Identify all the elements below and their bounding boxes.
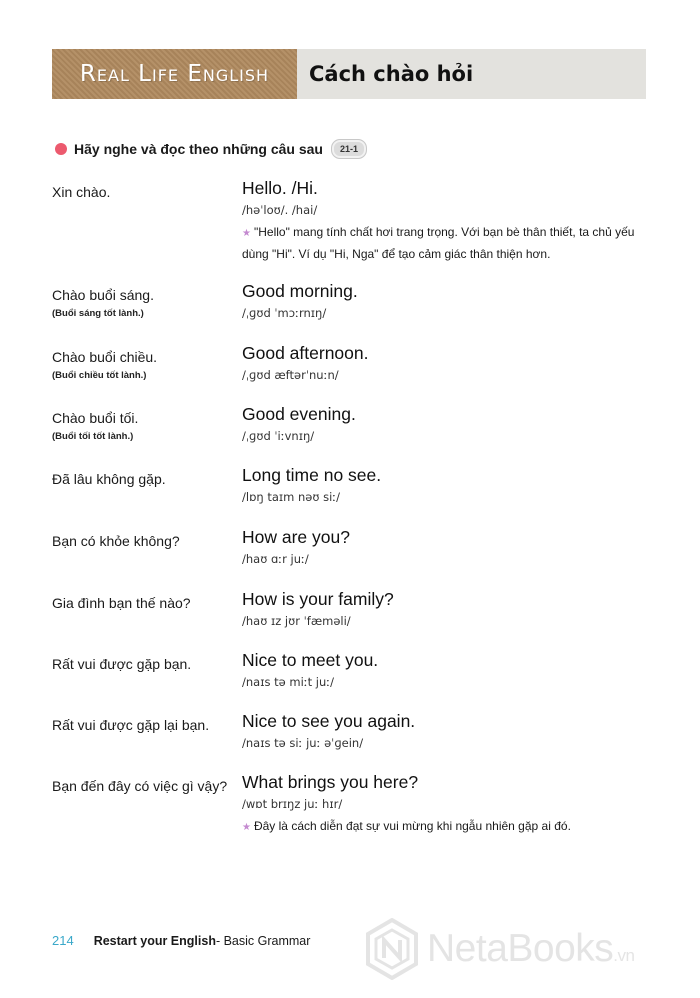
topic-title: Cách chào hỏi [309,62,474,86]
watermark-brand: NetaBooks [427,927,614,970]
vietnamese-phrase: Bạn có khỏe không? [52,533,180,549]
vietnamese-phrase: Đã lâu không gặp. [52,471,166,487]
pronunciation: /naɪs tə siː juː əˈɡein/ [242,736,364,750]
bullet-dot-icon [55,143,67,155]
english-phrase: Nice to meet you. [242,650,379,670]
pronunciation: /wɒt brɪŋz juː hɪr/ [242,797,343,811]
english-phrase: Hello. /Hi. [242,178,318,198]
pronunciation: /lɒŋ taɪm nəʊ siː/ [242,490,341,504]
netabooks-logo-icon [365,918,419,980]
watermark-tld: .vn [613,946,635,965]
series-label-box [52,49,297,99]
pronunciation: /haʊ ɑːr juː/ [242,552,309,566]
pronunciation: /ˌɡʊd æftərˈnuːn/ [242,368,339,382]
series-label: Real Life English [79,61,270,87]
english-phrase: Long time no see. [242,465,382,485]
english-phrase: Good afternoon. [242,343,369,363]
usage-note [242,222,657,265]
netabooks-watermark [365,918,634,980]
pronunciation: /ˌɡʊd ˈmɔːrnɪŋ/ [242,306,327,320]
pronunciation: /naɪs tə miːt juː/ [242,675,335,689]
page-footer [52,933,310,948]
book-title: Restart your English [93,933,216,948]
watermark-text [427,927,634,971]
vietnamese-alt: (Buổi tối tốt lành.) [52,431,134,442]
usage-note [242,816,657,838]
vietnamese-phrase: Xin chào. [52,184,111,200]
star-icon: ★ [242,228,251,239]
english-phrase: What brings you here? [242,772,419,792]
page-number: 214 [52,933,74,948]
star-icon: ★ [242,822,251,833]
audio-track-badge: 21-1 [331,139,367,159]
pronunciation: /haʊ ɪz jʊr ˈfæməli/ [242,614,351,628]
chapter-banner [52,49,646,99]
listening-instruction [55,139,367,159]
vietnamese-alt: (Buổi sáng tốt lành.) [52,308,144,319]
instruction-text: Hãy nghe và đọc theo những câu sau [74,141,323,157]
pronunciation: /həˈloʊ/. /hai/ [242,203,318,217]
vietnamese-phrase: Bạn đến đây có việc gì vậy? [52,778,228,794]
vietnamese-phrase: Gia đình bạn thế nào? [52,595,191,611]
vietnamese-phrase: Chào buổi tối. [52,410,139,426]
english-phrase: How is your family? [242,589,394,609]
vietnamese-phrase: Rất vui được gặp lại bạn. [52,717,210,733]
usage-note-text: "Hello" mang tính chất hơi trang trọng. Với bạn bè thân thiết, ta chủ yếu dùng "Hi". Ví dụ "Hi, Nga" để tạo cảm giác thân thiện hơn. [242,225,635,261]
vietnamese-phrase: Rất vui được gặp bạn. [52,656,192,672]
pronunciation: /ˌɡʊd ˈiːvnɪŋ/ [242,429,315,443]
english-phrase: Good evening. [242,404,356,424]
english-phrase: Good morning. [242,281,358,301]
book-subtitle: - Basic Grammar [215,933,311,948]
vietnamese-phrase: Chào buổi sáng. [52,287,154,303]
vietnamese-phrase: Chào buổi chiều. [52,349,158,365]
usage-note-text: Đây là cách diễn đạt sự vui mừng khi ngẫu nhiên gặp ai đó. [253,819,571,833]
english-phrase: How are you? [242,527,350,547]
english-phrase: Nice to see you again. [242,711,416,731]
topic-title-box [297,49,646,99]
vietnamese-alt: (Buổi chiều tốt lành.) [52,370,147,381]
